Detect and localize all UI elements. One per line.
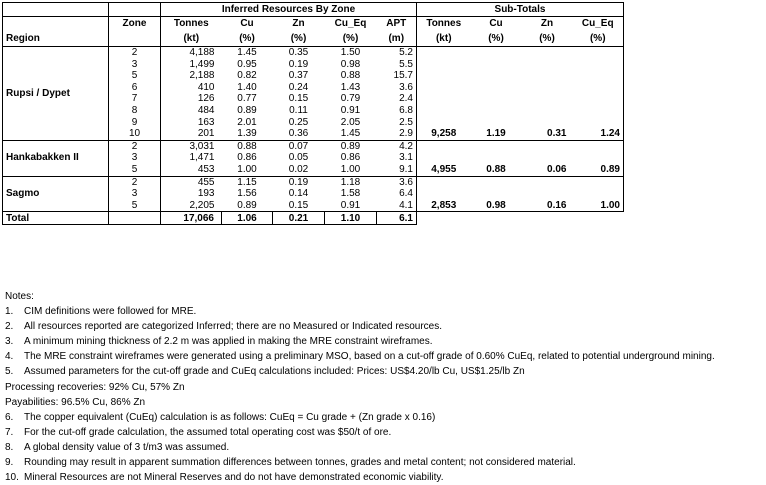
notes-section — [5, 289, 715, 485]
subtotal-blank — [417, 59, 471, 71]
apt-cell: 15.7 — [393, 70, 413, 82]
resource-table — [2, 2, 624, 225]
subtotal-blank — [417, 82, 471, 94]
tonnes-cell: 163 — [161, 117, 222, 129]
subtotal-blank — [417, 140, 471, 152]
tonnes-unit: (kt) — [161, 32, 222, 47]
subtotal-tonnes: 2,853 — [417, 200, 471, 212]
apt-cell: 2.9 — [377, 128, 417, 140]
zone-cell: 10 — [109, 128, 161, 140]
subtotal-blank — [471, 176, 522, 188]
subtotal-tonnes: 9,258 — [417, 128, 471, 140]
subtotal-blank — [471, 105, 522, 117]
subtotal-blank — [522, 152, 573, 164]
cu-cell: 0.86 — [237, 152, 257, 164]
subtotal-cueq: 1.24 — [573, 128, 624, 140]
note-text: A minimum mining thickness of 2.2 m was applied in making the MRE constraint wireframes. — [24, 336, 433, 348]
cu-cell: 0.88 — [237, 140, 257, 152]
region-name: Hankabakken II — [3, 140, 109, 176]
subtotal-blank — [522, 47, 573, 59]
subtotal-blank — [417, 176, 471, 188]
subtotal-blank — [522, 93, 573, 105]
apt-cell: 5.2 — [399, 47, 413, 58]
zone-cell: 3 — [109, 188, 161, 200]
zn-cell: 0.19 — [288, 58, 309, 70]
zone-header: Zone — [109, 17, 161, 32]
zone-cell: 3 — [109, 59, 161, 71]
total-tonnes: 17,066 — [161, 212, 222, 225]
note-text: The MRE constraint wireframes were generated using a preliminary MSO, based on a cut-off grade of 0.60% CuEq, related to potential underground mining. — [24, 351, 715, 363]
apt-cell: 4.1 — [377, 200, 417, 212]
cueq-cell: 0.91 — [340, 104, 361, 116]
cueq-cell: 0.89 — [340, 140, 361, 152]
tonnes-header: Tonnes — [161, 17, 222, 32]
cueq-cell: 0.98 — [340, 58, 361, 70]
subtotal-blank — [573, 70, 624, 82]
zn-cell: 0.36 — [273, 128, 325, 140]
st-tonnes-unit: (kt) — [417, 32, 471, 47]
total-apt: 6.1 — [377, 212, 417, 225]
note-number: 6. — [5, 411, 14, 423]
cu-cell: 1.56 — [237, 188, 257, 200]
subtotal-cu: 1.19 — [471, 128, 522, 140]
total-label: Total — [3, 212, 109, 225]
subtotal-blank — [573, 152, 624, 164]
st-cueq-unit: (%) — [573, 32, 624, 47]
subtotal-blank — [573, 47, 624, 59]
zn-cell: 0.25 — [288, 116, 309, 128]
subtotal-blank — [471, 140, 522, 152]
table-row — [3, 176, 624, 188]
subtotal-blank — [573, 93, 624, 105]
subtotal-blank — [471, 82, 522, 94]
cu-cell: 1.00 — [222, 164, 273, 176]
subtotal-blank — [522, 117, 573, 129]
zn-cell: 0.15 — [288, 93, 309, 105]
tonnes-cell: 201 — [161, 128, 222, 140]
zone-cell: 9 — [109, 117, 161, 129]
note-item — [5, 364, 715, 379]
zn-cell: 0.14 — [288, 188, 309, 200]
zn-cell: 0.35 — [288, 47, 309, 58]
note-text: Assumed parameters for the cut-off grade and CuEq calculations included: Prices: US$4.20/lb Cu, US$1.25/lb Zn — [24, 366, 525, 378]
zone-cell: 5 — [109, 200, 161, 212]
subtotal-blank — [417, 152, 471, 164]
st-cu-unit: (%) — [471, 32, 522, 47]
note-number: 1. — [5, 306, 14, 318]
subtotal-blank — [417, 47, 471, 59]
zone-cell: 7 — [109, 93, 161, 105]
subtotal-tonnes: 4,955 — [417, 164, 471, 176]
cu-unit: (%) — [222, 32, 273, 47]
zn-cell: 0.02 — [273, 164, 325, 176]
st-zn-header: Zn — [522, 17, 573, 32]
cueq-cell: 1.45 — [325, 128, 377, 140]
note-item — [5, 334, 715, 349]
header-blank — [109, 32, 161, 47]
note-text: Payabilities: 96.5% Cu, 86% Zn — [5, 396, 146, 408]
note-item — [5, 455, 715, 470]
note-text: CIM definitions were followed for MRE. — [24, 306, 197, 318]
tonnes-cell: 193 — [161, 188, 222, 200]
subtotal-blank — [522, 140, 573, 152]
subtotal-blank — [417, 117, 471, 129]
note-item — [5, 425, 715, 440]
note-text: Rounding may result in apparent summation differences between tonnes, grades and metal content; not considered material. — [24, 457, 576, 469]
header-blank — [109, 3, 161, 17]
cueq-cell: 1.43 — [340, 81, 361, 93]
subtotal-blank — [471, 59, 522, 71]
subtotal-blank — [522, 70, 573, 82]
tonnes-cell: 2,205 — [161, 200, 222, 212]
tonnes-cell: 4,188 — [161, 47, 222, 59]
subtotal-zn: 0.16 — [522, 200, 573, 212]
zone-cell: 6 — [109, 82, 161, 94]
apt-cell: 3.6 — [399, 81, 413, 93]
subtotal-cueq: 1.00 — [573, 200, 624, 212]
subtotal-zn: 0.31 — [522, 128, 573, 140]
apt-cell: 6.8 — [399, 104, 413, 116]
apt-cell: 6.4 — [399, 188, 413, 200]
note-text: Processing recoveries: 92% Cu, 57% Zn — [5, 381, 185, 393]
note-number: 10. — [5, 472, 19, 484]
zn-cell: 0.24 — [288, 81, 309, 93]
zn-unit: (%) — [273, 32, 325, 47]
subtotal-blank — [522, 105, 573, 117]
zn-header: Zn — [273, 17, 325, 32]
tonnes-cell: 453 — [161, 164, 222, 176]
total-cueq: 1.10 — [325, 212, 377, 225]
note-item — [5, 319, 715, 334]
subtotal-blank — [573, 105, 624, 117]
zn-cell: 0.19 — [288, 176, 309, 188]
zn-cell: 0.37 — [288, 70, 309, 82]
apt-cell: 2.5 — [399, 116, 413, 128]
note-number: 9. — [5, 457, 14, 469]
apt-cell: 4.2 — [399, 140, 413, 152]
cu-header: Cu — [222, 17, 273, 32]
total-blank — [109, 212, 161, 225]
subtotal-blank — [417, 105, 471, 117]
cu-cell: 0.82 — [237, 70, 257, 82]
region-header: Region — [3, 32, 109, 47]
cu-cell: 1.39 — [222, 128, 273, 140]
cu-cell: 1.40 — [237, 81, 257, 93]
zone-cell: 5 — [109, 70, 161, 82]
subtotal-blank — [522, 82, 573, 94]
subtotal-blank — [417, 188, 471, 200]
cueq-cell: 0.88 — [340, 70, 361, 82]
note-number: 5. — [5, 366, 14, 378]
tonnes-cell: 484 — [161, 105, 222, 117]
note-number: 3. — [5, 336, 14, 348]
cueq-cell: 0.91 — [325, 200, 377, 212]
cueq-cell: 0.79 — [340, 93, 361, 105]
apt-header: APT — [377, 17, 417, 32]
zone-cell: 2 — [109, 140, 161, 152]
total-row — [3, 212, 624, 225]
subtotal-blank — [471, 70, 522, 82]
cueq-cell: 1.18 — [340, 176, 361, 188]
region-name: Sagmo — [3, 176, 109, 212]
subtotal-cueq: 0.89 — [573, 164, 624, 176]
note-number: 7. — [5, 426, 14, 438]
zone-cell: 8 — [109, 105, 161, 117]
tonnes-cell: 3,031 — [161, 140, 222, 152]
st-cu-header: Cu — [471, 17, 522, 32]
zn-cell: 0.07 — [288, 140, 309, 152]
cu-cell: 0.95 — [237, 58, 257, 70]
note-item — [5, 304, 715, 319]
subtotal-blank — [471, 152, 522, 164]
subtotal-blank — [471, 47, 522, 59]
note-item — [5, 380, 715, 395]
subtotal-blank — [471, 188, 522, 200]
subtotal-cu: 0.98 — [471, 200, 522, 212]
note-number: 2. — [5, 321, 14, 333]
tonnes-cell: 2,188 — [161, 70, 222, 82]
apt-cell: 3.6 — [399, 176, 413, 188]
subtotal-blank — [522, 59, 573, 71]
table-row — [3, 140, 624, 152]
apt-cell: 9.1 — [377, 164, 417, 176]
st-zn-unit: (%) — [522, 32, 573, 47]
st-tonnes-header: Tonnes — [417, 17, 471, 32]
tonnes-cell: 126 — [161, 93, 222, 105]
zn-cell: 0.05 — [288, 152, 309, 164]
note-number: 4. — [5, 351, 14, 363]
apt-unit: (m) — [377, 32, 417, 47]
header-blank — [3, 17, 109, 32]
cu-cell: 0.77 — [237, 93, 257, 105]
cu-cell: 0.89 — [237, 104, 257, 116]
zn-cell: 0.15 — [273, 200, 325, 212]
subtotals-group-header: Sub-Totals — [417, 3, 624, 17]
note-number: 8. — [5, 441, 14, 453]
subtotal-blank — [417, 93, 471, 105]
note-item — [5, 410, 715, 425]
subtotal-blank — [573, 176, 624, 188]
st-cueq-header: Cu_Eq — [573, 17, 624, 32]
table-row — [3, 47, 624, 59]
total-cu: 1.06 — [222, 212, 273, 225]
apt-cell: 2.4 — [399, 93, 413, 105]
cueq-unit: (%) — [325, 32, 377, 47]
note-item — [5, 349, 715, 364]
subtotal-blank — [573, 188, 624, 200]
cueq-header: Cu_Eq — [325, 17, 377, 32]
cueq-cell: 1.58 — [340, 188, 361, 200]
subtotal-blank — [522, 176, 573, 188]
note-item — [5, 395, 715, 410]
subtotal-blank — [471, 93, 522, 105]
tonnes-cell: 1,471 — [161, 152, 222, 164]
subtotal-blank — [573, 140, 624, 152]
apt-cell: 5.5 — [399, 58, 413, 70]
apt-cell: 3.1 — [399, 152, 413, 164]
zone-cell: 3 — [109, 152, 161, 164]
region-name: Rupsi / Dypet — [3, 47, 109, 141]
subtotal-blank — [573, 117, 624, 129]
subtotal-blank — [522, 188, 573, 200]
zone-cell: 2 — [109, 47, 161, 59]
subtotal-zn: 0.06 — [522, 164, 573, 176]
subtotal-blank — [573, 82, 624, 94]
notes-heading: Notes: — [5, 291, 34, 302]
cu-cell: 0.89 — [222, 200, 273, 212]
note-text: For the cut-off grade calculation, the assumed total operating cost was $50/t of ore. — [24, 426, 392, 438]
note-item — [5, 440, 715, 455]
cueq-cell: 0.86 — [340, 152, 361, 164]
cu-cell: 1.45 — [237, 47, 257, 58]
zn-cell: 0.11 — [289, 104, 308, 116]
note-text: A global density value of 3 t/m3 was assumed. — [24, 441, 230, 453]
note-text: All resources reported are categorized Inferred; there are no Measured or Indicated resources. — [24, 321, 442, 333]
note-text: The copper equivalent (CuEq) calculation is as follows: CuEq = Cu grade + (Zn grade x 0.16) — [24, 411, 436, 423]
tonnes-cell: 455 — [161, 176, 222, 188]
subtotal-blank — [471, 117, 522, 129]
subtotal-blank — [417, 70, 471, 82]
zone-cell: 2 — [109, 176, 161, 188]
zone-cell: 5 — [109, 164, 161, 176]
cueq-cell: 1.50 — [340, 47, 361, 58]
inferred-group-header: Inferred Resources By Zone — [161, 3, 417, 17]
total-zn: 0.21 — [273, 212, 325, 225]
cu-cell: 1.15 — [237, 176, 257, 188]
cu-cell: 2.01 — [237, 116, 257, 128]
cueq-cell: 1.00 — [325, 164, 377, 176]
subtotal-cu: 0.88 — [471, 164, 522, 176]
cueq-cell: 2.05 — [340, 116, 361, 128]
tonnes-cell: 410 — [161, 82, 222, 94]
tonnes-cell: 1,499 — [161, 59, 222, 71]
note-text: Mineral Resources are not Mineral Reserves and do not have demonstrated economic viability. — [24, 472, 444, 484]
subtotal-blank — [573, 59, 624, 71]
header-blank — [3, 3, 109, 17]
